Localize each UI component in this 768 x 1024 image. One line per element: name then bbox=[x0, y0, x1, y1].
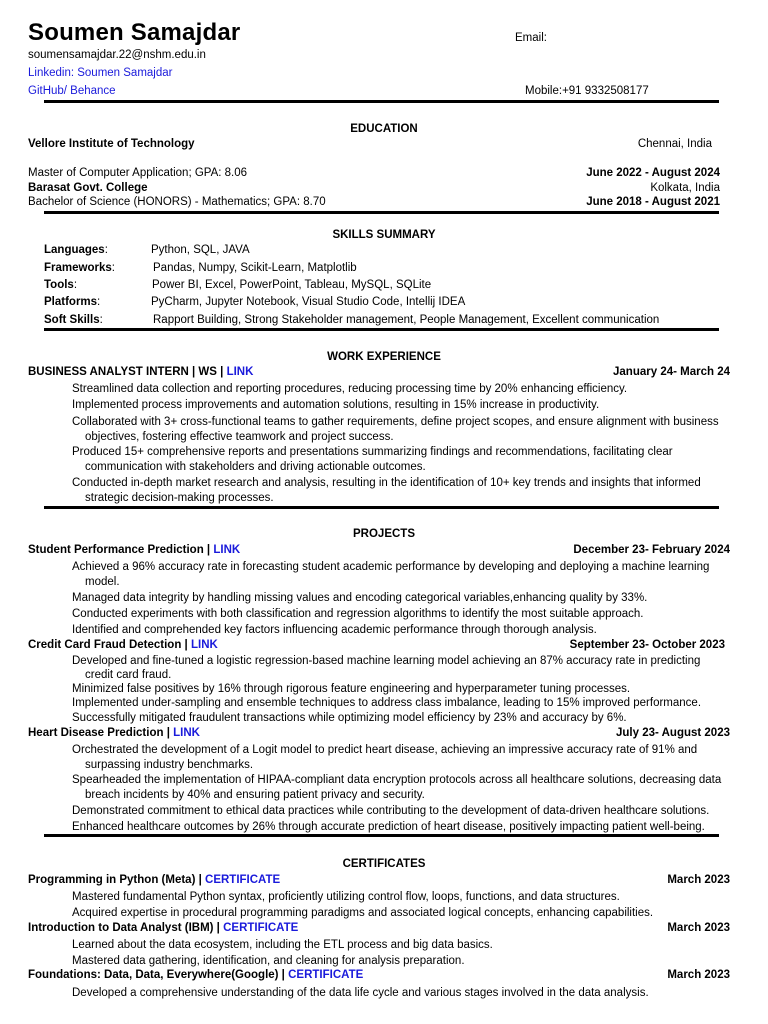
candidate-name: Soumen Samajdar bbox=[28, 19, 241, 46]
projects-heading: PROJECTS bbox=[353, 528, 415, 540]
project-bullet: Successfully mitigated fraudulent transactions while optimizing model efficiency by 23% and accuracy by 6%. bbox=[72, 712, 627, 724]
project-dates: July 23- August 2023 bbox=[616, 727, 730, 739]
project-bullet: Demonstrated commitment to ethical data practices while contributing to the development of data-driven healthcare solutions. bbox=[72, 805, 710, 817]
email-label: Email: bbox=[515, 32, 547, 44]
github-behance-link[interactable]: GitHub/ Behance bbox=[28, 85, 116, 97]
certificate-link[interactable]: CERTIFICATE bbox=[205, 874, 281, 886]
project-bullet: Managed data integrity by handling missing values and encoding categorical variables,enhancing quality by 33%. bbox=[72, 592, 648, 604]
project-name: Heart Disease Prediction | LINK bbox=[28, 727, 200, 739]
project-bullet: Developed and fine-tuned a logistic regression-based machine learning model achieving an 87% accuracy rate in predicting bbox=[72, 655, 701, 667]
work-bullet-continuation: strategic decision-making processes. bbox=[85, 492, 274, 504]
work-bullet: Conducted in-depth market research and analysis, resulting in the identification of 10+ key trends and insights that informed bbox=[72, 477, 701, 489]
project-dates: September 23- October 2023 bbox=[569, 639, 725, 651]
work-bullet: Collaborated with 3+ cross-functional teams to gather requirements, define project scopes, and ensure alignment with business bbox=[72, 416, 719, 428]
certificate-bullet: Learned about the data ecosystem, including the ETL process and big data basics. bbox=[72, 939, 493, 951]
project-bullet: Orchestrated the development of a Logit model to predict heart disease, achieving an impressive accuracy rate of 91% and bbox=[72, 744, 698, 756]
project-link[interactable]: LINK bbox=[213, 544, 241, 556]
education-degree-row bbox=[28, 196, 730, 208]
project-link[interactable]: LINK bbox=[173, 727, 200, 739]
project-link[interactable]: LINK bbox=[190, 639, 218, 651]
education-divider bbox=[44, 211, 719, 214]
certificate-bullet: Developed a comprehensive understanding of the data life cycle and various stages involved in the data analysis. bbox=[72, 987, 649, 999]
projects-divider bbox=[44, 834, 719, 837]
skill-label-languages: Languages: bbox=[44, 244, 108, 256]
certificate-date: March 2023 bbox=[667, 922, 730, 934]
education-dates: June 2022 - August 2024 bbox=[586, 167, 720, 179]
school-name: Vellore Institute of Technology bbox=[28, 138, 195, 150]
certificate-header-python bbox=[28, 874, 730, 886]
project-name: Credit Card Fraud Detection | LINK bbox=[28, 639, 218, 651]
education-degree-row bbox=[28, 167, 730, 179]
linkedin-link[interactable]: Linkedin: Soumen Samajdar bbox=[28, 67, 173, 79]
email-address: soumensamajdar.22@nshm.edu.in bbox=[28, 49, 206, 61]
skill-value-platforms: PyCharm, Jupyter Notebook, Visual Studio Code, Intellij IDEA bbox=[151, 296, 466, 308]
certificate-name: Foundations: Data, Data, Everywhere(Google) | CERTIFICATE bbox=[28, 969, 364, 981]
degree-text: Master of Computer Application; GPA: 8.06 bbox=[28, 167, 248, 179]
skills-divider bbox=[44, 328, 719, 331]
certificate-header-ibm bbox=[28, 922, 730, 934]
project-dates: December 23- February 2024 bbox=[573, 544, 730, 556]
certificate-link[interactable]: CERTIFICATE bbox=[223, 922, 299, 934]
project-name: Student Performance Prediction | LINK bbox=[28, 544, 241, 556]
certificate-name: Programming in Python (Meta) | CERTIFICATE bbox=[28, 874, 281, 886]
skill-label-soft-skills: Soft Skills: bbox=[44, 314, 103, 326]
project-header-credit-card bbox=[28, 639, 725, 651]
project-bullet: Enhanced healthcare outcomes by 26% through accurate prediction of heart disease, positively impacting patient well-being. bbox=[72, 821, 705, 833]
skills-heading: SKILLS SUMMARY bbox=[332, 229, 436, 241]
project-header-heart-disease bbox=[28, 727, 730, 739]
project-bullet: Conducted experiments with both classification and regression algorithms to identify the most suitable approach. bbox=[72, 608, 644, 620]
certificate-date: March 2023 bbox=[667, 874, 730, 886]
work-dates: January 24- March 24 bbox=[613, 366, 730, 378]
project-bullet: Identified and comprehended key factors influencing academic performance through thorough analysis. bbox=[72, 624, 597, 636]
certificate-name: Introduction to Data Analyst (IBM) | CERTIFICATE bbox=[28, 922, 299, 934]
project-header-student-performance bbox=[28, 544, 730, 556]
project-bullet: Achieved a 96% accuracy rate in forecasting student academic performance by developing and deploying a machine learning bbox=[72, 561, 710, 573]
certificate-bullet: Mastered data gathering, identification, and cleaning for analysis preparation. bbox=[72, 955, 465, 967]
header-divider bbox=[44, 100, 719, 103]
certificate-bullet: Acquired expertise in procedural programming paradigms and associated logical concepts, enhancing capabilities. bbox=[72, 907, 654, 919]
certificates-heading: CERTIFICATES bbox=[342, 858, 426, 870]
skill-value-tools: Power BI, Excel, PowerPoint, Tableau, MySQL, SQLite bbox=[152, 279, 432, 291]
skill-value-frameworks: Pandas, Numpy, Scikit-Learn, Matplotlib bbox=[153, 262, 357, 274]
education-entry-barasat bbox=[28, 182, 730, 194]
certificate-link[interactable]: CERTIFICATE bbox=[288, 969, 364, 981]
skill-label-tools: Tools: bbox=[44, 279, 78, 291]
school-location: Kolkata, India bbox=[650, 182, 720, 194]
mobile-number: Mobile:+91 9332508177 bbox=[525, 85, 649, 97]
project-bullet-continuation: breach incidents by 40% and ensuring patient privacy and security. bbox=[85, 789, 425, 801]
work-role: BUSINESS ANALYST INTERN | WS | LINK bbox=[28, 366, 254, 378]
certificate-header-google bbox=[28, 969, 730, 981]
degree-text: Bachelor of Science (HONORS) - Mathematics; GPA: 8.70 bbox=[28, 196, 326, 208]
skill-label-platforms: Platforms: bbox=[44, 296, 101, 308]
work-bullet: Implemented process improvements and automation solutions, resulting in 15% increase in productivity. bbox=[72, 399, 600, 411]
work-heading: WORK EXPERIENCE bbox=[327, 351, 441, 363]
skill-value-languages: Python, SQL, JAVA bbox=[151, 244, 250, 256]
skill-label-frameworks: Frameworks: bbox=[44, 262, 115, 274]
work-entry-header bbox=[28, 366, 730, 378]
education-heading: EDUCATION bbox=[350, 123, 418, 135]
work-bullet-continuation: objectives, fostering effective teamwork and project success. bbox=[85, 431, 394, 443]
work-bullet: Produced 15+ comprehensive reports and presentations summarizing findings and recommendations, facilitating clear bbox=[72, 446, 673, 458]
certificate-bullet: Mastered fundamental Python syntax, proficiently utilizing control flow, loops, functions, and data structures. bbox=[72, 891, 620, 903]
work-bullet: Streamlined data collection and reporting procedures, reducing processing time by 20% enhancing efficiency. bbox=[72, 383, 628, 395]
work-divider bbox=[44, 506, 719, 509]
education-dates: June 2018 - August 2021 bbox=[586, 196, 720, 208]
project-bullet: Spearheaded the implementation of HIPAA-compliant data encryption protocols across all healthcare solutions, decreasing data bbox=[72, 774, 722, 786]
skill-value-soft-skills: Rapport Building, Strong Stakeholder management, People Management, Excellent communication bbox=[153, 314, 660, 326]
education-entry-vit bbox=[28, 138, 730, 150]
project-bullet-continuation: surpassing industry benchmarks. bbox=[85, 759, 254, 771]
project-bullet-continuation: credit card fraud. bbox=[85, 669, 172, 681]
project-bullet: Implemented under-sampling and ensemble techniques to address class imbalance, leading to 15% improved performance. bbox=[72, 697, 702, 709]
project-bullet: Minimized false positives by 16% through rigorous feature engineering and hyperparameter tuning processes. bbox=[72, 683, 631, 695]
project-bullet-continuation: model. bbox=[85, 576, 120, 588]
work-bullet-continuation: communication with stakeholders and driving actionable outcomes. bbox=[85, 461, 426, 473]
school-location: Chennai, India bbox=[637, 138, 712, 150]
certificate-date: March 2023 bbox=[667, 969, 730, 981]
work-link[interactable]: LINK bbox=[226, 366, 254, 378]
school-name: Barasat Govt. College bbox=[28, 182, 148, 194]
